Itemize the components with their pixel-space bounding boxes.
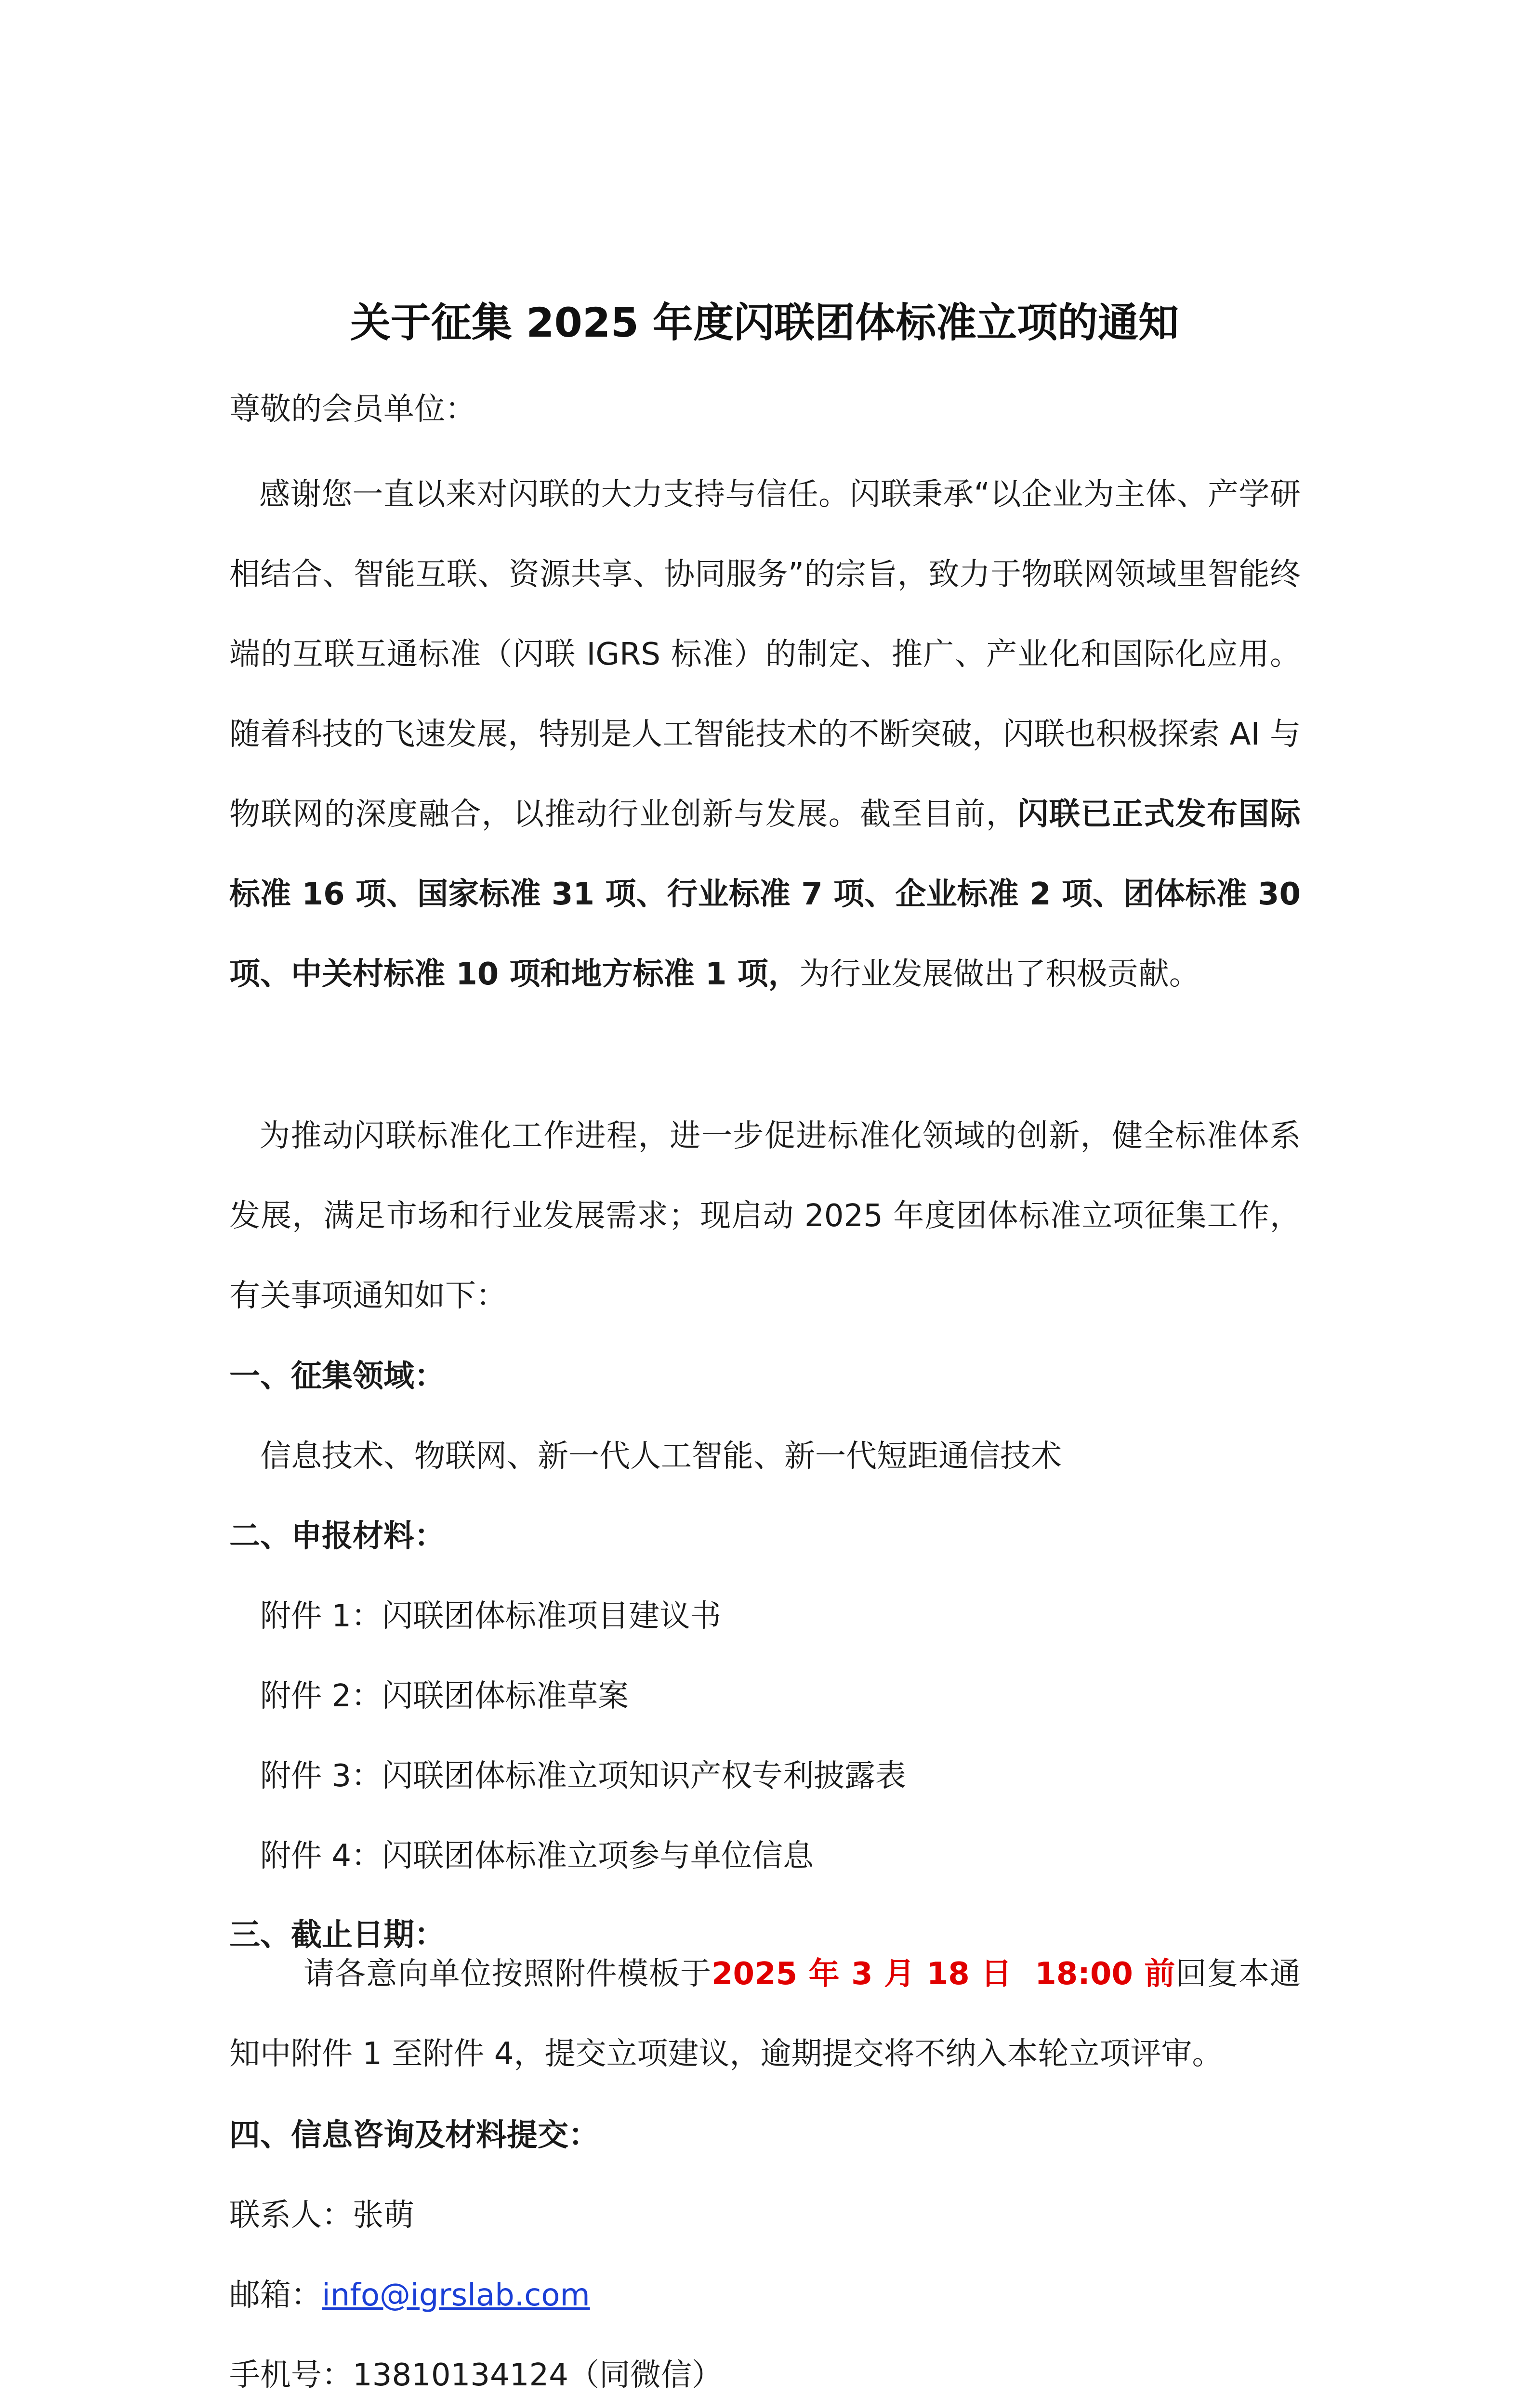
phone-number: 13810134124（同微信） <box>353 2357 723 2393</box>
email-link[interactable]: info@igrslab.com <box>322 2277 590 2313</box>
attachment-item: 附件 1：闪联团体标准项目建议书 <box>260 1598 722 1634</box>
email-line <box>229 2271 590 2319</box>
contact-line <box>229 2191 414 2239</box>
section-1-heading: 一、征集领域： <box>229 1359 445 1394</box>
section-1-content: 信息技术、物联网、新一代人工智能、新一代短距通信技术 <box>260 1439 1062 1474</box>
attachment-item: 附件 3：闪联团体标准立项知识产权专利披露表 <box>260 1758 907 1794</box>
deadline-instructions: 回复本通知中附件 1 至附件 4，提交立项建议，逾期提交将不纳入本轮立项评审。 <box>229 1956 1301 2072</box>
intro-paragraph <box>229 455 1301 1014</box>
attachment-item: 附件 2：闪联团体标准草案 <box>260 1678 629 1714</box>
intro-closing: 为行业发展做出了积极贡献。 <box>799 956 1200 992</box>
deadline-paragraph <box>229 1934 1301 2094</box>
contact-label: 联系人： <box>229 2198 353 2233</box>
deadline-intro: 请各意向单位按照附件模板于 <box>303 1956 712 1992</box>
section-3-heading: 三、截止日期： <box>229 1917 445 1953</box>
section-2-heading: 二、申报材料： <box>229 1518 445 1554</box>
section-4-heading: 四、信息咨询及材料提交： <box>229 2118 599 2153</box>
salutation: 尊敬的会员单位： <box>229 392 476 427</box>
intro-text: 感谢您一直以来对闪联的大力支持与信任。闪联秉承“以企业为主体、产学研相结合、智能互联、资源共享、协同服务”的宗旨，致力于物联网领域里智能终端的互联互通标准（闪联 IGRS 标准）的制定、推广、产业化和国际化应用。随着科技的飞速发展，特别是人工智能技术的不断突破，闪联也积极探索 AI 与物联网的深度融合，以推动行业创新与发展。截至目前， <box>229 477 1301 832</box>
purpose-paragraph: 为推动闪联标准化工作进程，进一步促进标准化领域的创新，健全标准体系发展，满足市场和行业发展需求；现启动 2025 年度团体标准立项征集工作，有关事项通知如下： <box>229 1118 1301 1314</box>
phone-line <box>229 2351 723 2399</box>
attachment-item: 附件 4：闪联团体标准立项参与单位信息 <box>260 1838 814 1874</box>
contact-name: 张萌 <box>353 2198 414 2233</box>
phone-label: 手机号： <box>229 2357 353 2393</box>
page-title: 关于征集 2025 年度闪联团体标准立项的通知 <box>350 299 1179 346</box>
deadline-date: 2025 年 3 月 18 日 18:00 前 <box>712 1956 1176 1992</box>
standards-summary: 闪联已正式发布国际标准 16 项、国家标准 31 项、行业标准 7 项、企业标准 2 项、团体标准 30 项、中关村标准 10 项和地方标准 1 项， <box>229 797 1301 992</box>
email-label: 邮箱： <box>229 2277 322 2313</box>
